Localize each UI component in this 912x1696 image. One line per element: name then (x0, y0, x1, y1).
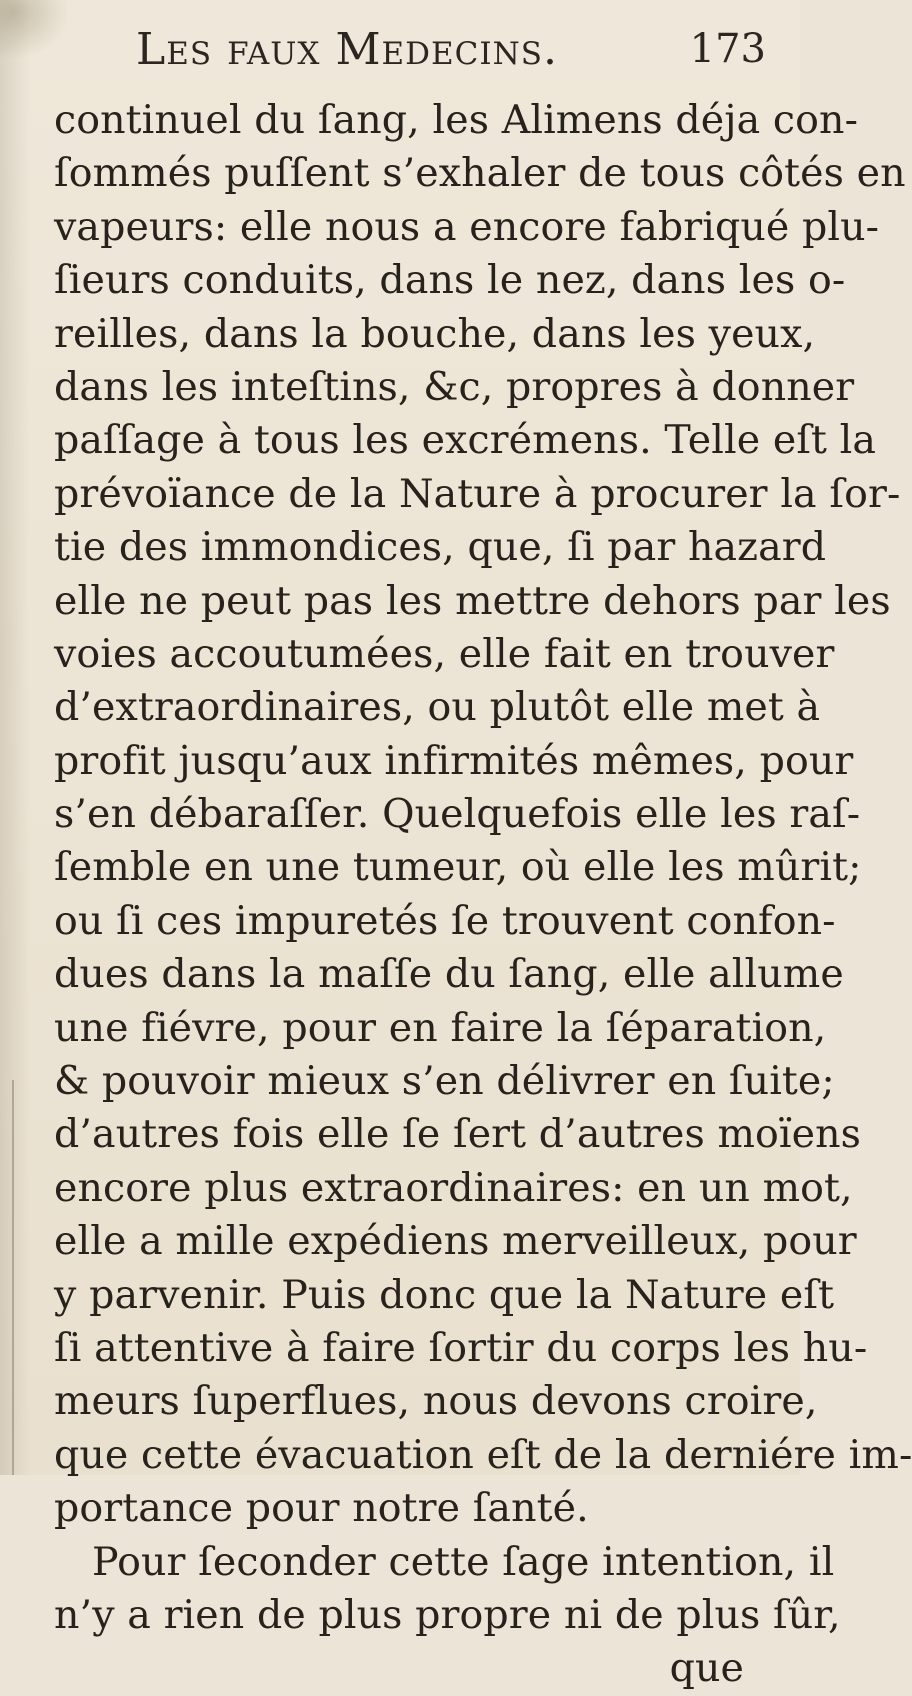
text-line: ſemble en une tumeur, où elle les mûrit; (54, 844, 862, 891)
text-line: prévoïance de la Nature à procurer la ſor- (54, 470, 901, 517)
text-line: d’extraordinaires, ou plutôt elle met à (54, 684, 821, 731)
text-line: ſommés puſſent s’exhaler de tous côtés en (54, 150, 906, 197)
text-line: dans les inteſtins, &c, propres à donner (54, 363, 855, 410)
margin-shadow-line (12, 1080, 14, 1475)
text-line: reilles, dans la bouche, dans les yeux, (54, 310, 816, 357)
text-line: meurs ſuperflues, nous devons croire, (54, 1378, 818, 1425)
text-line: encore plus extraordinaires: en un mot, (54, 1164, 853, 1211)
text-line: ou ſi ces impuretés ſe trouvent confon- (54, 897, 836, 944)
text-line: paſſage à tous les excrémens. Telle eſt la (54, 417, 877, 464)
page-number: 173 (689, 26, 766, 72)
text-line: n’y a rien de plus propre ni de plus ſûr, (54, 1591, 841, 1638)
body-text (54, 94, 912, 1696)
text-line: ſi attentive à faire ſortir du corps les hu- (54, 1324, 868, 1371)
text-line: y parvenir. Puis donc que la Nature eſt (54, 1271, 835, 1318)
text-line: & pouvoir mieux s’en délivrer en ſuite; (54, 1058, 835, 1105)
text-line: s’en débaraſſer. Quelquefois elle les raſ- (54, 791, 861, 838)
text-line: elle a mille expédiens merveilleux, pour (54, 1218, 857, 1265)
text-line: elle ne peut pas les mettre dehors par les (54, 577, 891, 624)
text-line: d’autres fois elle ſe ſert d’autres moïens (54, 1111, 862, 1158)
text-line: dues dans la maſſe du ſang, elle allume (54, 951, 844, 998)
paragraph-start-line: Pour ſeconder cette ſage intention, il (92, 1538, 835, 1585)
text-line: une fiévre, pour en faire la ſéparation, (54, 1004, 827, 1051)
text-line: continuel du ſang, les Alimens déja con- (54, 97, 859, 143)
text-line: tie des immondices, que, ſi par hazard (54, 524, 827, 571)
catchword: que (669, 1645, 744, 1692)
page-header (120, 18, 780, 78)
text-line: que cette évacuation eſt de la derniére im- (54, 1431, 912, 1478)
text-line: profit jusqu’aux infirmités mêmes, pour (54, 737, 854, 784)
running-title: Les faux Medecins. (136, 24, 558, 75)
page-shadow (0, 0, 30, 1475)
text-line: ſieurs conduits, dans le nez, dans les o- (54, 257, 846, 304)
text-line: voies accoutumées, elle fait en trouver (54, 630, 835, 677)
text-line: portance pour notre ſanté. (54, 1485, 589, 1532)
text-line: vapeurs: elle nous a encore fabriqué plu- (54, 203, 880, 250)
paper-stain (0, 0, 70, 60)
